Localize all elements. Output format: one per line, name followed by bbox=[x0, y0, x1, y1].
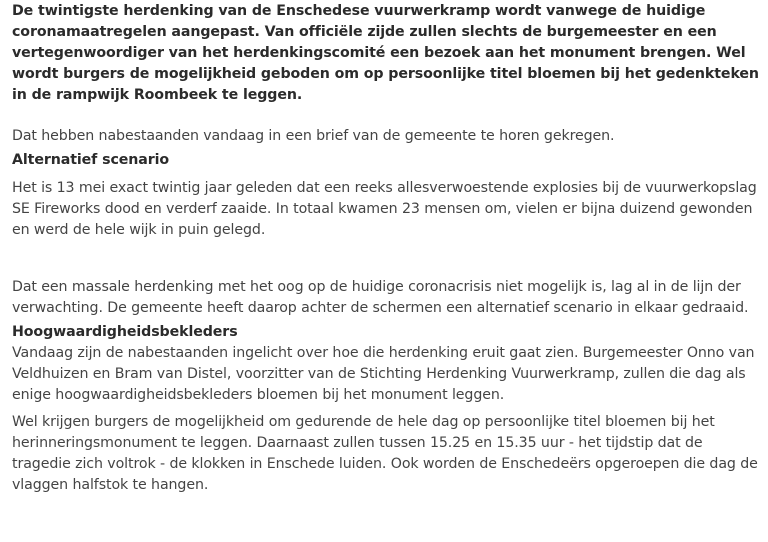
section-heading: Hoogwaardigheidsbekleders bbox=[12, 324, 238, 340]
article-lead: De twintigste herdenking van de Enschedese vuurwerkramp wordt vanwege de huidige coronamaatregelen aangepast. Van officiële zijde zullen slechts de burgemeester en een vertegenwoordiger van het herdenkingscomité een bezoek aan het monument brengen. Wel wordt burgers de mogelijkheid geboden om op persoonlijke titel bloemen bij het gedenkteken in de rampwijk Roombeek te leggen. bbox=[12, 3, 759, 103]
article-paragraph: Vandaag zijn de nabestaanden ingelicht over hoe die herdenking eruit gaat zien. Burgemeester Onno van Veldhuizen en Bram van Distel, voorzitter van de Stichting Herdenking Vuurwerkramp, zullen die dag als enige hoogwaardigheidsbekleders bloemen bij het monument leggen. bbox=[12, 345, 755, 403]
article-paragraph: Dat hebben nabestaanden vandaag in een brief van de gemeente te horen gekregen. bbox=[12, 128, 615, 144]
article-paragraph: Wel krijgen burgers de mogelijkheid om gedurende de hele dag op persoonlijke titel bloemen bij het herinneringsmonument te leggen. Daarnaast zullen tussen 15.25 en 15.35 uur - het tijdstip dat de tragedie zich voltrok - de klokken in Enschede luiden. Ook worden de Enschedeërs opgeroepen die dag de vlaggen halfstok te hangen. bbox=[12, 414, 758, 493]
article-paragraph: Het is 13 mei exact twintig jaar geleden dat een reeks allesverwoestende explosies bij de vuurwerkopslag SE Fireworks dood en verderf zaaide. In totaal kwamen 23 mensen om, vielen er bijna duizend gewonden en werd de hele wijk in puin gelegd. bbox=[12, 180, 757, 238]
section-heading: Alternatief scenario bbox=[12, 152, 170, 168]
article bbox=[12, 0, 760, 496]
article-paragraph: Dat een massale herdenking met het oog op de huidige coronacrisis niet mogelijk is, lag al in de lijn der verwachting. De gemeente heeft daarop achter de schermen een alternatief scenario in elkaar gedraaid. bbox=[12, 279, 749, 316]
